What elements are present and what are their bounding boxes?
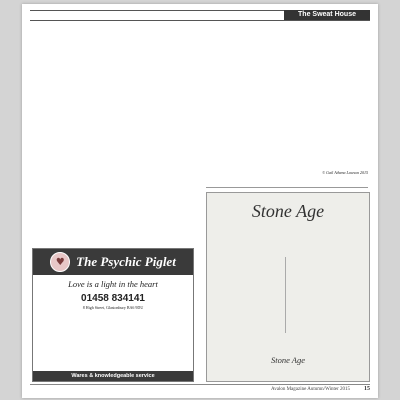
psychic-piglet-ad[interactable] [32, 248, 194, 382]
ad-footer: Wares & knowledgeable service [33, 371, 193, 381]
piglet-title-band [33, 249, 193, 275]
footer-divider [30, 384, 370, 385]
section-title: The Sweat House [284, 10, 370, 20]
article-copyright: © Gail Athena Lawson 2015 [322, 170, 368, 175]
ad-title: The Psychic Piglet [76, 254, 176, 269]
ad-tagline: Love is a light in the heart [68, 279, 158, 289]
ad-address: 8 High Street, Glastonbury BA6 9DU [82, 305, 144, 310]
magazine-page [22, 4, 378, 398]
ad-phone: 01458 834141 [81, 293, 145, 304]
ad-body [213, 255, 363, 335]
divider [206, 187, 368, 188]
article-column-left [32, 26, 192, 240]
magazine-footer: Avalon Magazine Autumn/Winter 2015 [271, 387, 350, 392]
pig-icon: ♥ [50, 252, 70, 272]
ad-title: Stone Age [251, 201, 325, 221]
crystal-ornament-icon [285, 257, 292, 333]
page-number: 15 [364, 386, 370, 392]
article-column-right [206, 26, 368, 168]
ad-name-repeat: Stone Age [270, 355, 306, 365]
section-header-bar [30, 10, 370, 21]
stone-age-ad[interactable] [206, 192, 370, 382]
